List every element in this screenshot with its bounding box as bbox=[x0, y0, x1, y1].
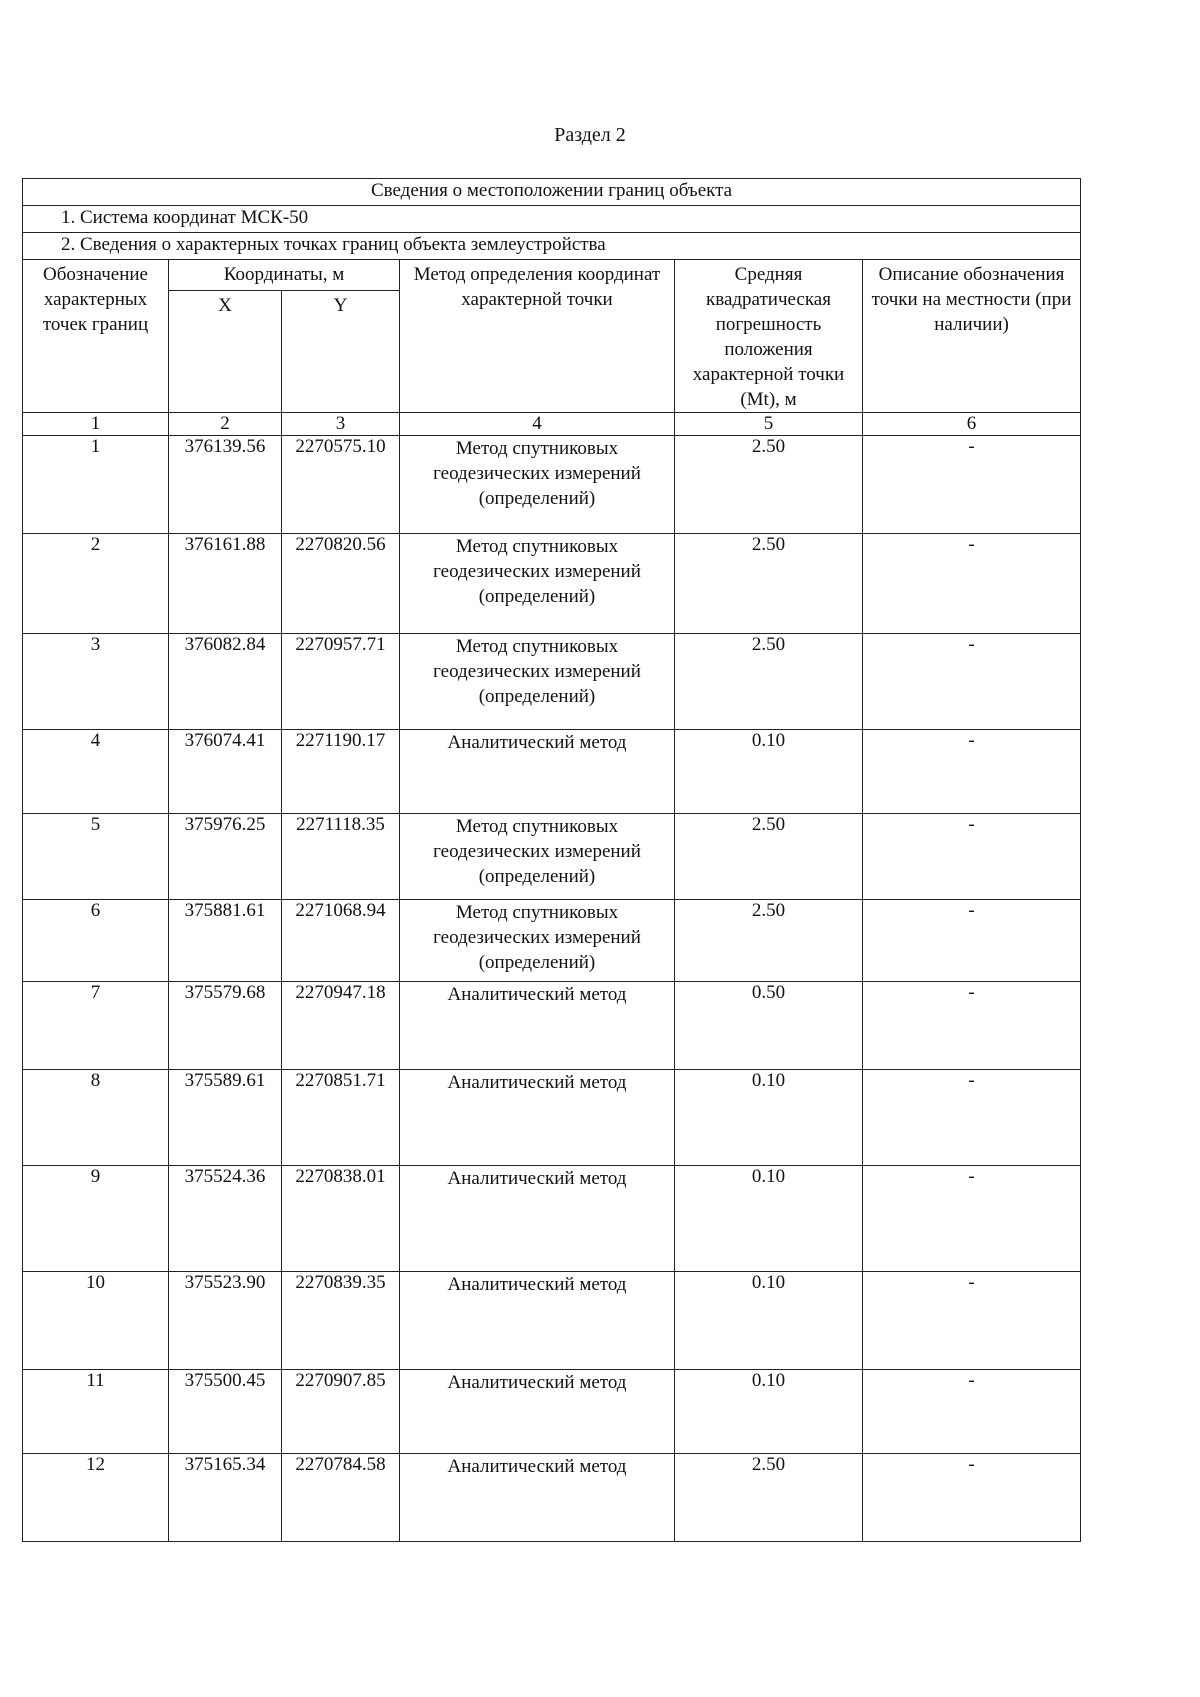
coord-x: 376161.88 bbox=[169, 534, 282, 634]
description: - bbox=[863, 1370, 1081, 1454]
header-description: Описание обозначения точки на местности (при наличии) bbox=[863, 260, 1081, 413]
column-number: 2 bbox=[169, 413, 282, 436]
coord-y: 2270839.35 bbox=[282, 1272, 400, 1370]
method: Метод спутниковых геодезических измерений (определений) bbox=[400, 814, 675, 900]
coord-x: 375523.90 bbox=[169, 1272, 282, 1370]
description: - bbox=[863, 1070, 1081, 1166]
table-title: Сведения о местоположении границ объекта bbox=[23, 179, 1081, 206]
point-number: 5 bbox=[23, 814, 169, 900]
method: Аналитический метод bbox=[400, 982, 675, 1070]
method: Аналитический метод bbox=[400, 1454, 675, 1542]
coord-x: 376074.41 bbox=[169, 730, 282, 814]
table-row bbox=[23, 1166, 1081, 1272]
description: - bbox=[863, 1272, 1081, 1370]
table-row bbox=[23, 1454, 1081, 1542]
column-number: 1 bbox=[23, 413, 169, 436]
coord-y: 2271068.94 bbox=[282, 900, 400, 982]
coord-system: 1. Система координат МСК-50 bbox=[23, 206, 1081, 233]
accuracy: 2.50 bbox=[675, 634, 863, 730]
column-number: 4 bbox=[400, 413, 675, 436]
coord-x: 375976.25 bbox=[169, 814, 282, 900]
column-number: 6 bbox=[863, 413, 1081, 436]
point-number: 11 bbox=[23, 1370, 169, 1454]
method: Метод спутниковых геодезических измерений (определений) bbox=[400, 634, 675, 730]
accuracy: 2.50 bbox=[675, 534, 863, 634]
header-point-designation: Обозначение характерных точек границ bbox=[23, 260, 169, 413]
column-number: 5 bbox=[675, 413, 863, 436]
description: - bbox=[863, 1166, 1081, 1272]
description: - bbox=[863, 634, 1081, 730]
coord-x: 375881.61 bbox=[169, 900, 282, 982]
coord-x: 375165.34 bbox=[169, 1454, 282, 1542]
table-row bbox=[23, 1370, 1081, 1454]
point-number: 3 bbox=[23, 634, 169, 730]
method: Аналитический метод bbox=[400, 730, 675, 814]
section-title: Раздел 2 bbox=[554, 124, 626, 146]
coord-y: 2270907.85 bbox=[282, 1370, 400, 1454]
table-row bbox=[23, 900, 1081, 982]
accuracy: 0.10 bbox=[675, 1070, 863, 1166]
table-row bbox=[23, 982, 1081, 1070]
accuracy: 2.50 bbox=[675, 814, 863, 900]
header-accuracy: Средняя квадратическая погрешность положения характерной точки (Mt), м bbox=[675, 260, 863, 413]
coord-x: 376139.56 bbox=[169, 436, 282, 534]
accuracy: 0.10 bbox=[675, 730, 863, 814]
table-row bbox=[23, 730, 1081, 814]
accuracy: 0.10 bbox=[675, 1370, 863, 1454]
coord-y: 2270957.71 bbox=[282, 634, 400, 730]
coord-x: 375579.68 bbox=[169, 982, 282, 1070]
boundary-points-table bbox=[22, 178, 1081, 1542]
description: - bbox=[863, 436, 1081, 534]
coord-y: 2270851.71 bbox=[282, 1070, 400, 1166]
table-row bbox=[23, 1070, 1081, 1166]
coord-y: 2270947.18 bbox=[282, 982, 400, 1070]
point-number: 12 bbox=[23, 1454, 169, 1542]
description: - bbox=[863, 1454, 1081, 1542]
description: - bbox=[863, 534, 1081, 634]
point-number: 6 bbox=[23, 900, 169, 982]
accuracy: 2.50 bbox=[675, 436, 863, 534]
coord-x: 375500.45 bbox=[169, 1370, 282, 1454]
point-number: 2 bbox=[23, 534, 169, 634]
method: Метод спутниковых геодезических измерений (определений) bbox=[400, 436, 675, 534]
header-x: X bbox=[169, 290, 282, 412]
accuracy: 0.10 bbox=[675, 1272, 863, 1370]
description: - bbox=[863, 982, 1081, 1070]
table-row bbox=[23, 534, 1081, 634]
method: Аналитический метод bbox=[400, 1070, 675, 1166]
coord-y: 2270575.10 bbox=[282, 436, 400, 534]
description: - bbox=[863, 814, 1081, 900]
coord-y: 2270784.58 bbox=[282, 1454, 400, 1542]
point-number: 4 bbox=[23, 730, 169, 814]
description: - bbox=[863, 900, 1081, 982]
accuracy: 2.50 bbox=[675, 1454, 863, 1542]
column-numbers-row bbox=[23, 413, 1081, 436]
header-method: Метод определения координат характерной точки bbox=[400, 260, 675, 413]
method: Аналитический метод bbox=[400, 1370, 675, 1454]
point-number: 9 bbox=[23, 1166, 169, 1272]
table-row bbox=[23, 436, 1081, 534]
coord-y: 2271190.17 bbox=[282, 730, 400, 814]
accuracy: 2.50 bbox=[675, 900, 863, 982]
header-y: Y bbox=[282, 290, 400, 412]
point-number: 8 bbox=[23, 1070, 169, 1166]
method: Метод спутниковых геодезических измерений (определений) bbox=[400, 534, 675, 634]
header-coordinates: Координаты, м bbox=[169, 260, 400, 291]
table-row bbox=[23, 1272, 1081, 1370]
coord-x: 375524.36 bbox=[169, 1166, 282, 1272]
coord-y: 2270838.01 bbox=[282, 1166, 400, 1272]
description: - bbox=[863, 730, 1081, 814]
coord-y: 2271118.35 bbox=[282, 814, 400, 900]
coord-x: 376082.84 bbox=[169, 634, 282, 730]
table-row bbox=[23, 814, 1081, 900]
method: Метод спутниковых геодезических измерений (определений) bbox=[400, 900, 675, 982]
accuracy: 0.10 bbox=[675, 1166, 863, 1272]
points-title: 2. Сведения о характерных точках границ объекта землеустройства bbox=[23, 233, 1081, 260]
point-number: 7 bbox=[23, 982, 169, 1070]
point-number: 10 bbox=[23, 1272, 169, 1370]
method: Аналитический метод bbox=[400, 1272, 675, 1370]
coord-y: 2270820.56 bbox=[282, 534, 400, 634]
table-row bbox=[23, 634, 1081, 730]
method: Аналитический метод bbox=[400, 1166, 675, 1272]
coord-x: 375589.61 bbox=[169, 1070, 282, 1166]
point-number: 1 bbox=[23, 436, 169, 534]
column-number: 3 bbox=[282, 413, 400, 436]
accuracy: 0.50 bbox=[675, 982, 863, 1070]
